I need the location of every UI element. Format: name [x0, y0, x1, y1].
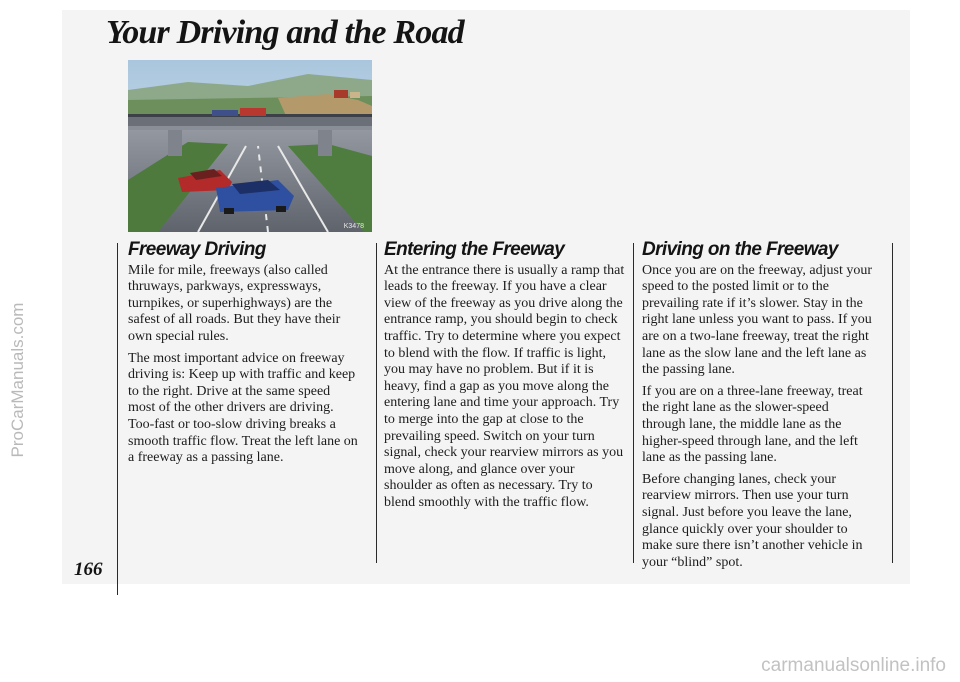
section-heading: Entering the Freeway [384, 239, 565, 260]
freeway-photo [128, 60, 372, 232]
section-paragraph: If you are on a three-lane freeway, treat the right lane as the slower-speed through lane, the middle lane as the higher-speed through lane, and the left lane as the passing lane. [642, 383, 863, 466]
page-number: 166 [74, 559, 103, 580]
section-paragraph: At the entrance there is usually a ramp that leads to the freeway. If you have a clear view of the freeway as you drive along the entrance ramp, you should begin to check traffic. Try to determine where you expect to blend with the flow. If traffic is light, you may have no problem. But if it is heavy, find a gap as you move along the entering lane and time your approach. Try to merge into the gap at close to the prevailing speed. Switch on your turn signal, check your rearview mirrors as you move along, and glance over your shoulder as often as necessary. Try to blend smoothly with the traffic flow. [384, 262, 625, 510]
section-driving-on-the-freeway [642, 239, 874, 576]
section-paragraph: Before changing lanes, check your rearview mirrors. Then use your turn signal. Just before you leave the lane, glance quickly over your shoulder to make sure there isn’t another vehicle in your “blind” spot. [642, 471, 863, 570]
page-title: Your Driving and the Road [106, 14, 464, 51]
section-entering-the-freeway [384, 239, 626, 517]
column-rule-middle [376, 243, 377, 563]
side-watermark: ProCarManuals.com [8, 302, 27, 458]
photo-code: K3478 [343, 223, 364, 230]
column-rule-center [633, 243, 634, 563]
section-paragraph: Once you are on the freeway, adjust your speed to the posted limit or to the prevailing rate if it’s slower. Stay in the right lane unless you want to pass. If you are on a two-lane freeway, treat the right lane as the slow lane and the left lane as the passing lane. [642, 262, 873, 378]
section-heading: Driving on the Freeway [642, 239, 838, 260]
section-heading: Freeway Driving [128, 239, 266, 260]
section-paragraph: Mile for mile, freeways (also called thruways, parkways, expressways, turnpikes, or superhighways) are the safest of all roads. But they have their own special rules. [128, 262, 341, 344]
column-rule-left [117, 243, 118, 595]
section-freeway-driving [128, 239, 360, 472]
section-paragraph: The most important advice on freeway driving is: Keep up with traffic and keep to the right. Drive at the same speed most of the other drivers are driving. Too-fast or too-slow driving breaks a smooth traffic flow. Treat the left lane on a freeway as a passing lane. [128, 350, 358, 466]
footer-watermark: carmanualsonline.info [761, 655, 946, 676]
column-rule-right [892, 243, 893, 563]
